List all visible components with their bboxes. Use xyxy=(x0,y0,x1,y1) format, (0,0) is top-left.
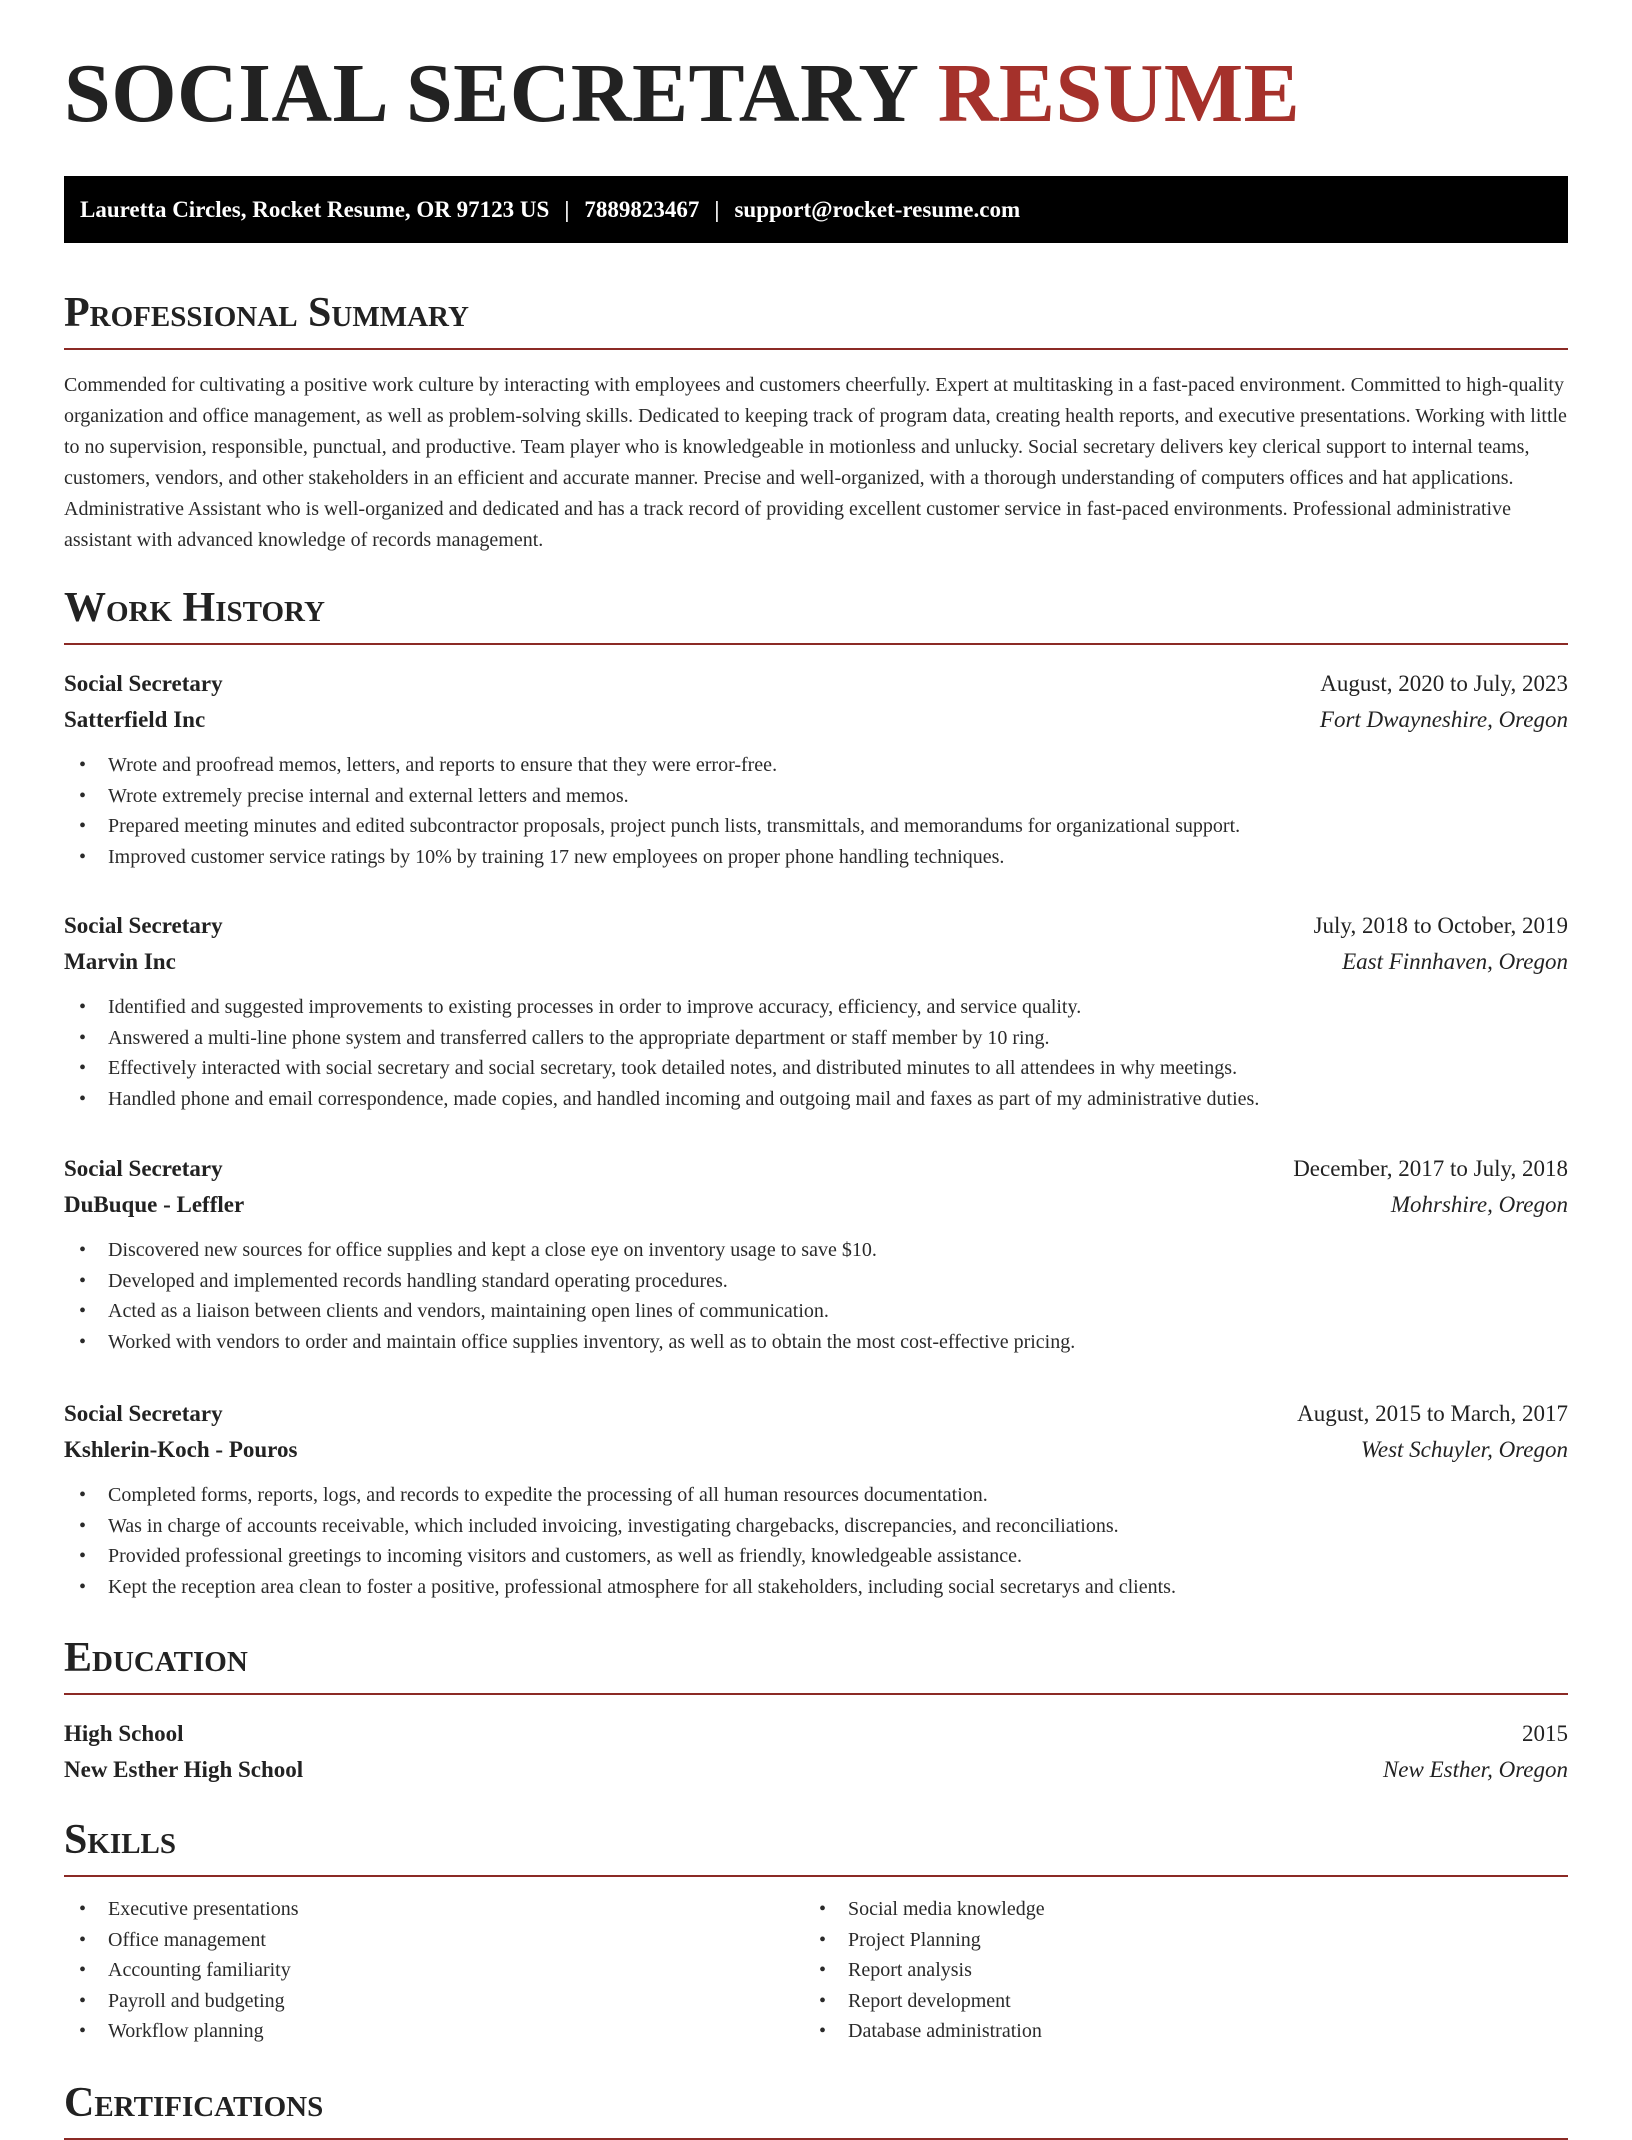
job-bullets xyxy=(64,1480,1568,1602)
list-item: • Accounting familiarity xyxy=(64,1955,764,1986)
education-year: 2015 xyxy=(1522,1721,1568,1746)
job-title: Social Secretary xyxy=(64,671,223,696)
list-item: • Project Planning xyxy=(804,1925,1504,1956)
job-location: Fort Dwayneshire, Oregon xyxy=(1319,707,1568,732)
job-entry xyxy=(64,908,1568,1114)
contact-email: support@rocket-resume.com xyxy=(734,197,1021,222)
list-item: • Identified and suggested improvements to existing processes in order to improve accuracy, efficiency, and service quality. xyxy=(64,992,1568,1023)
list-item: • Report analysis xyxy=(804,1955,1504,1986)
job-dates: August, 2015 to March, 2017 xyxy=(1297,1401,1568,1426)
contact-phone: 7889823467 xyxy=(584,197,700,222)
list-item: • Was in charge of accounts receivable, which included invoicing, investigating chargebacks, discrepancies, and reconciliations. xyxy=(64,1511,1568,1542)
education-school-row xyxy=(64,1752,1568,1788)
skills-column-right xyxy=(804,1894,1504,2047)
list-item: • Social media knowledge xyxy=(804,1894,1504,1925)
list-item: • Report development xyxy=(804,1986,1504,2017)
job-entry xyxy=(64,1151,1568,1357)
summary-section xyxy=(64,292,1568,350)
section-heading: Skills xyxy=(64,1819,1568,1877)
job-bullets xyxy=(64,1235,1568,1357)
job-dates: July, 2018 to October, 2019 xyxy=(1313,913,1568,938)
education-header-row xyxy=(64,1716,1568,1752)
certifications-section xyxy=(64,2082,1568,2140)
section-heading: Certifications xyxy=(64,2082,1568,2140)
list-item: • Provided professional greetings to incoming visitors and customers, as well as friendly, knowledgeable assistance. xyxy=(64,1541,1568,1572)
list-item: • Worked with vendors to order and maintain office supplies inventory, as well as to obtain the most cost-effective pricing. xyxy=(64,1327,1568,1358)
job-location: East Finnhaven, Oregon xyxy=(1342,949,1568,974)
job-bullets xyxy=(64,992,1568,1114)
list-item: • Acted as a liaison between clients and vendors, maintaining open lines of communication. xyxy=(64,1296,1568,1327)
job-entry xyxy=(64,666,1568,872)
section-heading: Education xyxy=(64,1637,1568,1695)
job-company: DuBuque - Leffler xyxy=(64,1192,245,1217)
job-bullets xyxy=(64,750,1568,872)
education-location: New Esther, Oregon xyxy=(1382,1757,1568,1782)
title-accent: RESUME xyxy=(937,47,1301,140)
list-item: • Database administration xyxy=(804,2016,1504,2047)
contact-separator: | xyxy=(714,197,720,222)
section-heading: Professional Summary xyxy=(64,292,1568,350)
job-header-row xyxy=(64,1396,1568,1432)
list-item: • Developed and implemented records handling standard operating procedures. xyxy=(64,1266,1568,1297)
skills-column-left xyxy=(64,1894,764,2047)
resume-title xyxy=(64,47,1301,140)
list-item: • Workflow planning xyxy=(64,2016,764,2047)
education-school: New Esther High School xyxy=(64,1757,304,1782)
job-dates: August, 2020 to July, 2023 xyxy=(1320,671,1568,696)
list-item: • Effectively interacted with social secretary and social secretary, took detailed notes, and distributed minutes to all attendees in why meetings. xyxy=(64,1053,1568,1084)
job-title: Social Secretary xyxy=(64,1401,223,1426)
job-title: Social Secretary xyxy=(64,1156,223,1181)
summary-text: Commended for cultivating a positive work culture by interacting with employees and customers cheerfully. Expert at multitasking in a fast-paced environment. Committed to high-quality organization and office management, as well as problem-solving skills. Dedicated to keeping track of program data, creating health reports, and executive presentations. Working with little to no supervision, responsible, punctual, and productive. Team player who is knowledgeable in motionless and unlucky. Social secretary delivers key clerical support to internal teams, customers, vendors, and other stakeholders in an efficient and accurate manner. Precise and well-organized, with a thorough understanding of computers offices and hat applications. Administrative Assistant who is well-organized and dedicated and has a track record of providing excellent customer service in fast-paced environments. Professional administrative assistant with advanced knowledge of records management. xyxy=(64,374,1567,551)
job-company: Kshlerin-Koch - Pouros xyxy=(64,1437,298,1462)
list-item: • Improved customer service ratings by 10% by training 17 new employees on proper phone handling techniques. xyxy=(64,842,1568,873)
job-dates: December, 2017 to July, 2018 xyxy=(1293,1156,1568,1181)
job-location: West Schuyler, Oregon xyxy=(1360,1437,1568,1462)
job-company-row xyxy=(64,1187,1568,1223)
contact-separator: | xyxy=(564,197,570,222)
job-company: Satterfield Inc xyxy=(64,707,206,732)
job-company-row xyxy=(64,1432,1568,1468)
list-item: • Executive presentations xyxy=(64,1894,764,1925)
list-item: • Completed forms, reports, logs, and records to expedite the processing of all human resources documentation. xyxy=(64,1480,1568,1511)
contact-address: Lauretta Circles, Rocket Resume, OR 97123 US xyxy=(80,197,550,222)
job-company: Marvin Inc xyxy=(64,949,176,974)
contact-bar xyxy=(64,176,1568,243)
list-item: • Handled phone and email correspondence, made copies, and handled incoming and outgoing mail and faxes as part of my administrative duties. xyxy=(64,1084,1568,1115)
list-item: • Answered a multi-line phone system and transferred callers to the appropriate department or staff member by 10 ring. xyxy=(64,1023,1568,1054)
education-section xyxy=(64,1637,1568,1695)
work-history-section xyxy=(64,587,1568,645)
section-heading: Work History xyxy=(64,587,1568,645)
job-title: Social Secretary xyxy=(64,913,223,938)
list-item: • Discovered new sources for office supplies and kept a close eye on inventory usage to save $10. xyxy=(64,1235,1568,1266)
list-item: • Wrote and proofread memos, letters, and reports to ensure that they were error-free. xyxy=(64,750,1568,781)
job-header-row xyxy=(64,666,1568,702)
skills-section xyxy=(64,1819,1568,1877)
job-header-row xyxy=(64,908,1568,944)
list-item: • Prepared meeting minutes and edited subcontractor proposals, project punch lists, transmittals, and memorandums for organizational support. xyxy=(64,811,1568,842)
education-degree: High School xyxy=(64,1721,184,1746)
job-company-row xyxy=(64,944,1568,980)
title-main: SOCIAL SECRETARY xyxy=(64,47,917,140)
list-item: • Wrote extremely precise internal and external letters and memos. xyxy=(64,781,1568,812)
list-item: • Office management xyxy=(64,1925,764,1956)
job-entry xyxy=(64,1396,1568,1602)
job-header-row xyxy=(64,1151,1568,1187)
education-entry xyxy=(64,1716,1568,1788)
list-item: • Kept the reception area clean to foster a positive, professional atmosphere for all stakeholders, including social secretarys and clients. xyxy=(64,1572,1568,1603)
list-item: • Payroll and budgeting xyxy=(64,1986,764,2017)
job-company-row xyxy=(64,702,1568,738)
job-location: Mohrshire, Oregon xyxy=(1390,1192,1568,1217)
